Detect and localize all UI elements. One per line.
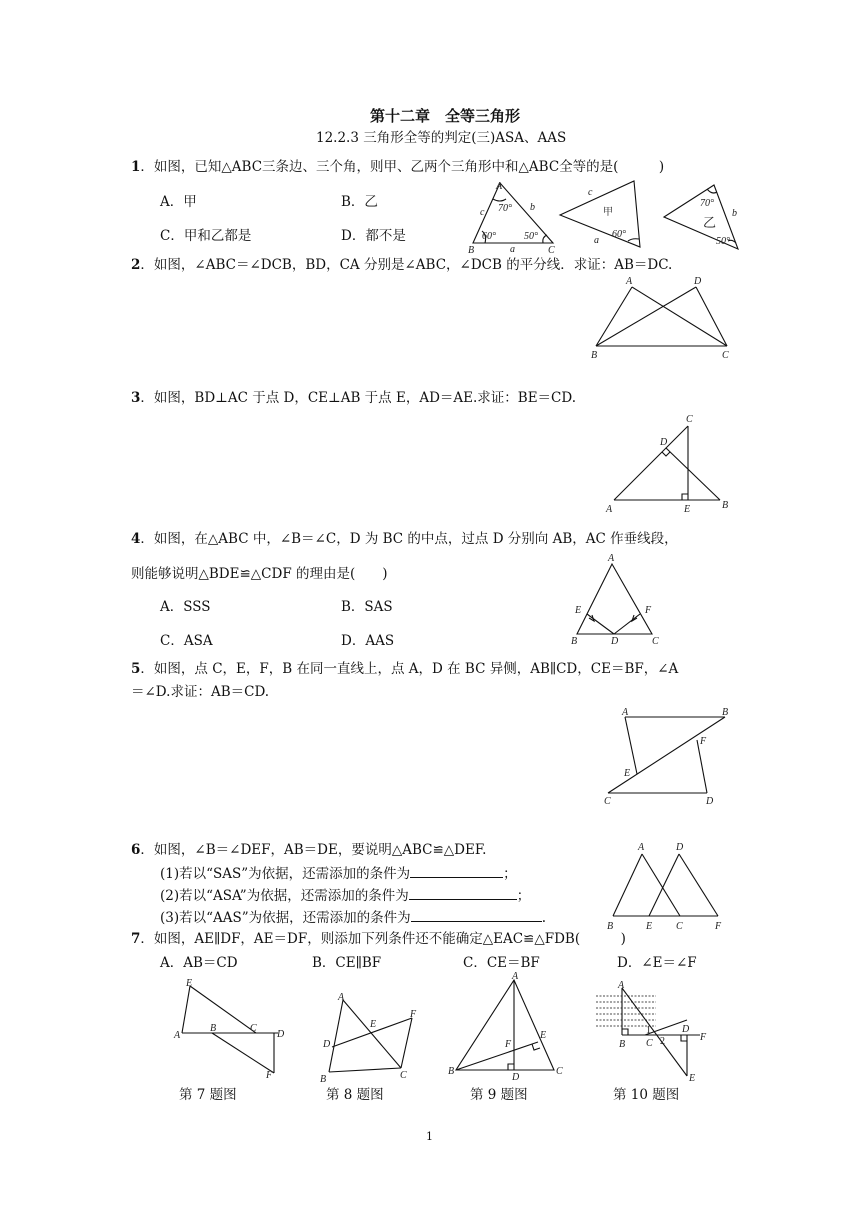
label-e: E — [370, 1019, 377, 1030]
q6-sub-2-text: (2)若以“ASA”为依据，还需添加的条件为 — [160, 888, 409, 904]
label-b: B — [591, 350, 598, 361]
question-number: 7 — [131, 931, 141, 947]
yi-side-b: b — [732, 208, 737, 219]
label-f: F — [410, 1009, 417, 1020]
q7-option-d[interactable]: D．∠E＝∠F — [617, 955, 697, 971]
question-number: 1 — [131, 159, 141, 175]
label-d: D — [611, 636, 619, 647]
side-c: c — [480, 207, 485, 218]
label-a: A — [606, 504, 613, 515]
label-a: A — [626, 276, 633, 287]
q4-option-c[interactable]: C．ASA — [160, 633, 213, 649]
label-a: A — [608, 553, 615, 564]
q7-option-c[interactable]: C．CE＝BF — [463, 955, 540, 971]
label-f: F — [645, 605, 652, 616]
question-text: ．如图，∠B＝∠DEF，AB＝DE，要说明△ABC≌△DEF. — [140, 842, 487, 858]
chapter-title: 第十二章 全等三角形 — [370, 107, 521, 125]
jia-side-a: a — [594, 235, 599, 246]
label-f: F — [715, 921, 722, 932]
label-b: B — [571, 636, 578, 647]
yi-label: 乙 — [703, 216, 717, 231]
q1-option-c[interactable]: C．甲和乙都是 — [160, 228, 252, 244]
q4-option-d[interactable]: D．AAS — [341, 633, 395, 649]
label-d: D — [660, 437, 668, 448]
label-d: D — [676, 842, 684, 853]
label-a: A — [622, 707, 629, 718]
question-number: 2 — [131, 257, 141, 273]
question-5 — [131, 661, 678, 677]
label-c: C — [686, 414, 693, 425]
label-c: C — [250, 1023, 257, 1034]
label-e: E — [624, 768, 631, 779]
q5-figure — [598, 704, 738, 809]
q4-figure — [568, 552, 668, 647]
label-b: B — [722, 500, 729, 511]
label-a: A — [618, 980, 625, 991]
q3-figure — [602, 412, 742, 517]
label-c: C — [556, 1066, 563, 1077]
label-b: B — [722, 707, 729, 718]
q6-figure — [604, 840, 729, 935]
question-text: ．如图，∠ABC＝∠DCB，BD，CA 分别是∠ABC，∠DCB 的平分线．求证：AB＝DC. — [140, 257, 673, 273]
label-f: F — [266, 1070, 273, 1081]
yi-angle-1: 70° — [700, 198, 714, 209]
question-text: ．如图，AE∥DF，AE＝DF，则添加下列条件还不能确定△EAC≌△FDB( ) — [140, 931, 626, 947]
question-1 — [131, 159, 664, 175]
q7-option-b[interactable]: B．CE∥BF — [312, 955, 382, 971]
q6-blank-1[interactable] — [410, 865, 503, 878]
label-b: B — [320, 1074, 327, 1085]
angle-1: 1 — [646, 1025, 651, 1036]
label-c: C — [604, 796, 611, 807]
fig-9 — [446, 972, 571, 1082]
q1-option-d[interactable]: D．都不是 — [341, 228, 406, 244]
question-number: 4 — [131, 531, 141, 547]
label-a: A — [496, 181, 503, 192]
angle-a: 70° — [498, 203, 512, 214]
jia-label: 甲 — [603, 207, 613, 218]
q6-blank-2[interactable] — [409, 887, 517, 900]
label-d: D — [512, 1072, 520, 1083]
label-a: A — [638, 842, 645, 853]
label-e: E — [575, 605, 582, 616]
q6-sub-2-end: ； — [516, 888, 531, 904]
q6-blank-3[interactable] — [411, 909, 542, 922]
q6-sub-1 — [160, 865, 517, 882]
page-number: 1 — [426, 1130, 433, 1143]
q6-sub-3-end: . — [541, 910, 546, 926]
fig-8 — [312, 990, 427, 1085]
q1-option-a[interactable]: A．甲 — [160, 194, 197, 210]
side-b: b — [530, 202, 535, 213]
angle-2: 2 — [660, 1036, 665, 1047]
fig-8-caption: 第 8 题图 — [326, 1087, 384, 1103]
label-a: A — [174, 1030, 181, 1041]
question-4 — [131, 531, 678, 547]
label-e: E — [646, 921, 653, 932]
question-3 — [131, 390, 576, 406]
question-2 — [131, 257, 672, 273]
label-d: D — [682, 1024, 690, 1035]
label-f: F — [700, 1032, 707, 1043]
q6-sub-3 — [160, 909, 546, 926]
label-e: E — [186, 978, 193, 989]
question-number: 5 — [131, 661, 141, 677]
question-5-line2: ＝∠D.求证：AB＝CD. — [131, 684, 270, 700]
q4-option-a[interactable]: A．SSS — [160, 599, 211, 615]
label-c: C — [722, 350, 729, 361]
q1-figure — [460, 175, 760, 260]
label-d: D — [277, 1029, 285, 1040]
angle-c: 50° — [524, 231, 538, 242]
q6-sub-2 — [160, 887, 530, 904]
label-f: F — [505, 1039, 512, 1050]
question-number: 3 — [131, 390, 141, 406]
fig-7 — [170, 978, 295, 1083]
label-d: D — [323, 1039, 331, 1050]
label-c: C — [548, 245, 555, 256]
section-title: 12.2.3 三角形全等的判定(三)ASA、AAS — [316, 130, 567, 146]
angle-b: 60° — [482, 231, 496, 242]
label-e: E — [540, 1030, 547, 1041]
question-7 — [131, 931, 626, 947]
label-a: A — [338, 992, 345, 1003]
question-text: ．如图，BD⊥AC 于点 D，CE⊥AB 于点 E，AD＝AE.求证：BE＝CD. — [140, 390, 577, 406]
fig-9-caption: 第 9 题图 — [470, 1087, 528, 1103]
q1-option-b[interactable]: B．乙 — [341, 194, 378, 210]
label-b: B — [468, 245, 475, 256]
fig-7-caption: 第 7 题图 — [179, 1087, 237, 1103]
label-e: E — [689, 1073, 696, 1084]
question-4-line2: 则能够说明△BDE≌△CDF 的理由是( ) — [131, 566, 388, 582]
label-c: C — [400, 1070, 407, 1081]
q6-sub-1-text: (1)若以“SAS”为依据，还需添加的条件为 — [160, 866, 411, 882]
label-e: E — [684, 504, 691, 515]
label-b: B — [619, 1039, 626, 1050]
fig-10-caption: 第 10 题图 — [613, 1087, 680, 1103]
label-c: C — [646, 1038, 653, 1049]
question-number: 6 — [131, 842, 141, 858]
q6-sub-3-text: (3)若以“AAS”为依据，还需添加的条件为 — [160, 910, 411, 926]
jia-angle: 60° — [612, 229, 626, 240]
label-a: A — [512, 971, 519, 982]
label-d: D — [694, 276, 702, 287]
label-c: C — [652, 636, 659, 647]
q4-option-b[interactable]: B．SAS — [341, 599, 393, 615]
question-text: ．如图，在△ABC 中，∠B＝∠C，D 为 BC 的中点，过点 D 分别向 AB，AC 作垂线段， — [140, 531, 678, 547]
yi-angle-2: 50° — [716, 236, 730, 247]
question-6 — [131, 842, 486, 858]
label-d: D — [706, 796, 714, 807]
label-b: B — [448, 1066, 455, 1077]
fig-10 — [590, 980, 715, 1085]
label-b: B — [210, 1023, 217, 1034]
label-c: C — [676, 921, 683, 932]
label-b: B — [607, 921, 614, 932]
question-text: ．如图，已知△ABC三条边、三个角，则甲、乙两个三角形中和△ABC全等的是( ) — [140, 159, 665, 175]
jia-side-c: c — [588, 187, 593, 198]
question-text: ．如图，点 C，E，F，B 在同一直线上，点 A，D 在 BC 异侧，AB∥CD，CE＝BF，∠A — [140, 661, 679, 677]
label-f: F — [700, 736, 707, 747]
side-a: a — [510, 244, 515, 255]
q2-figure — [588, 274, 738, 364]
q6-sub-1-end: ； — [503, 866, 517, 882]
q7-option-a[interactable]: A．AB＝CD — [160, 955, 238, 971]
